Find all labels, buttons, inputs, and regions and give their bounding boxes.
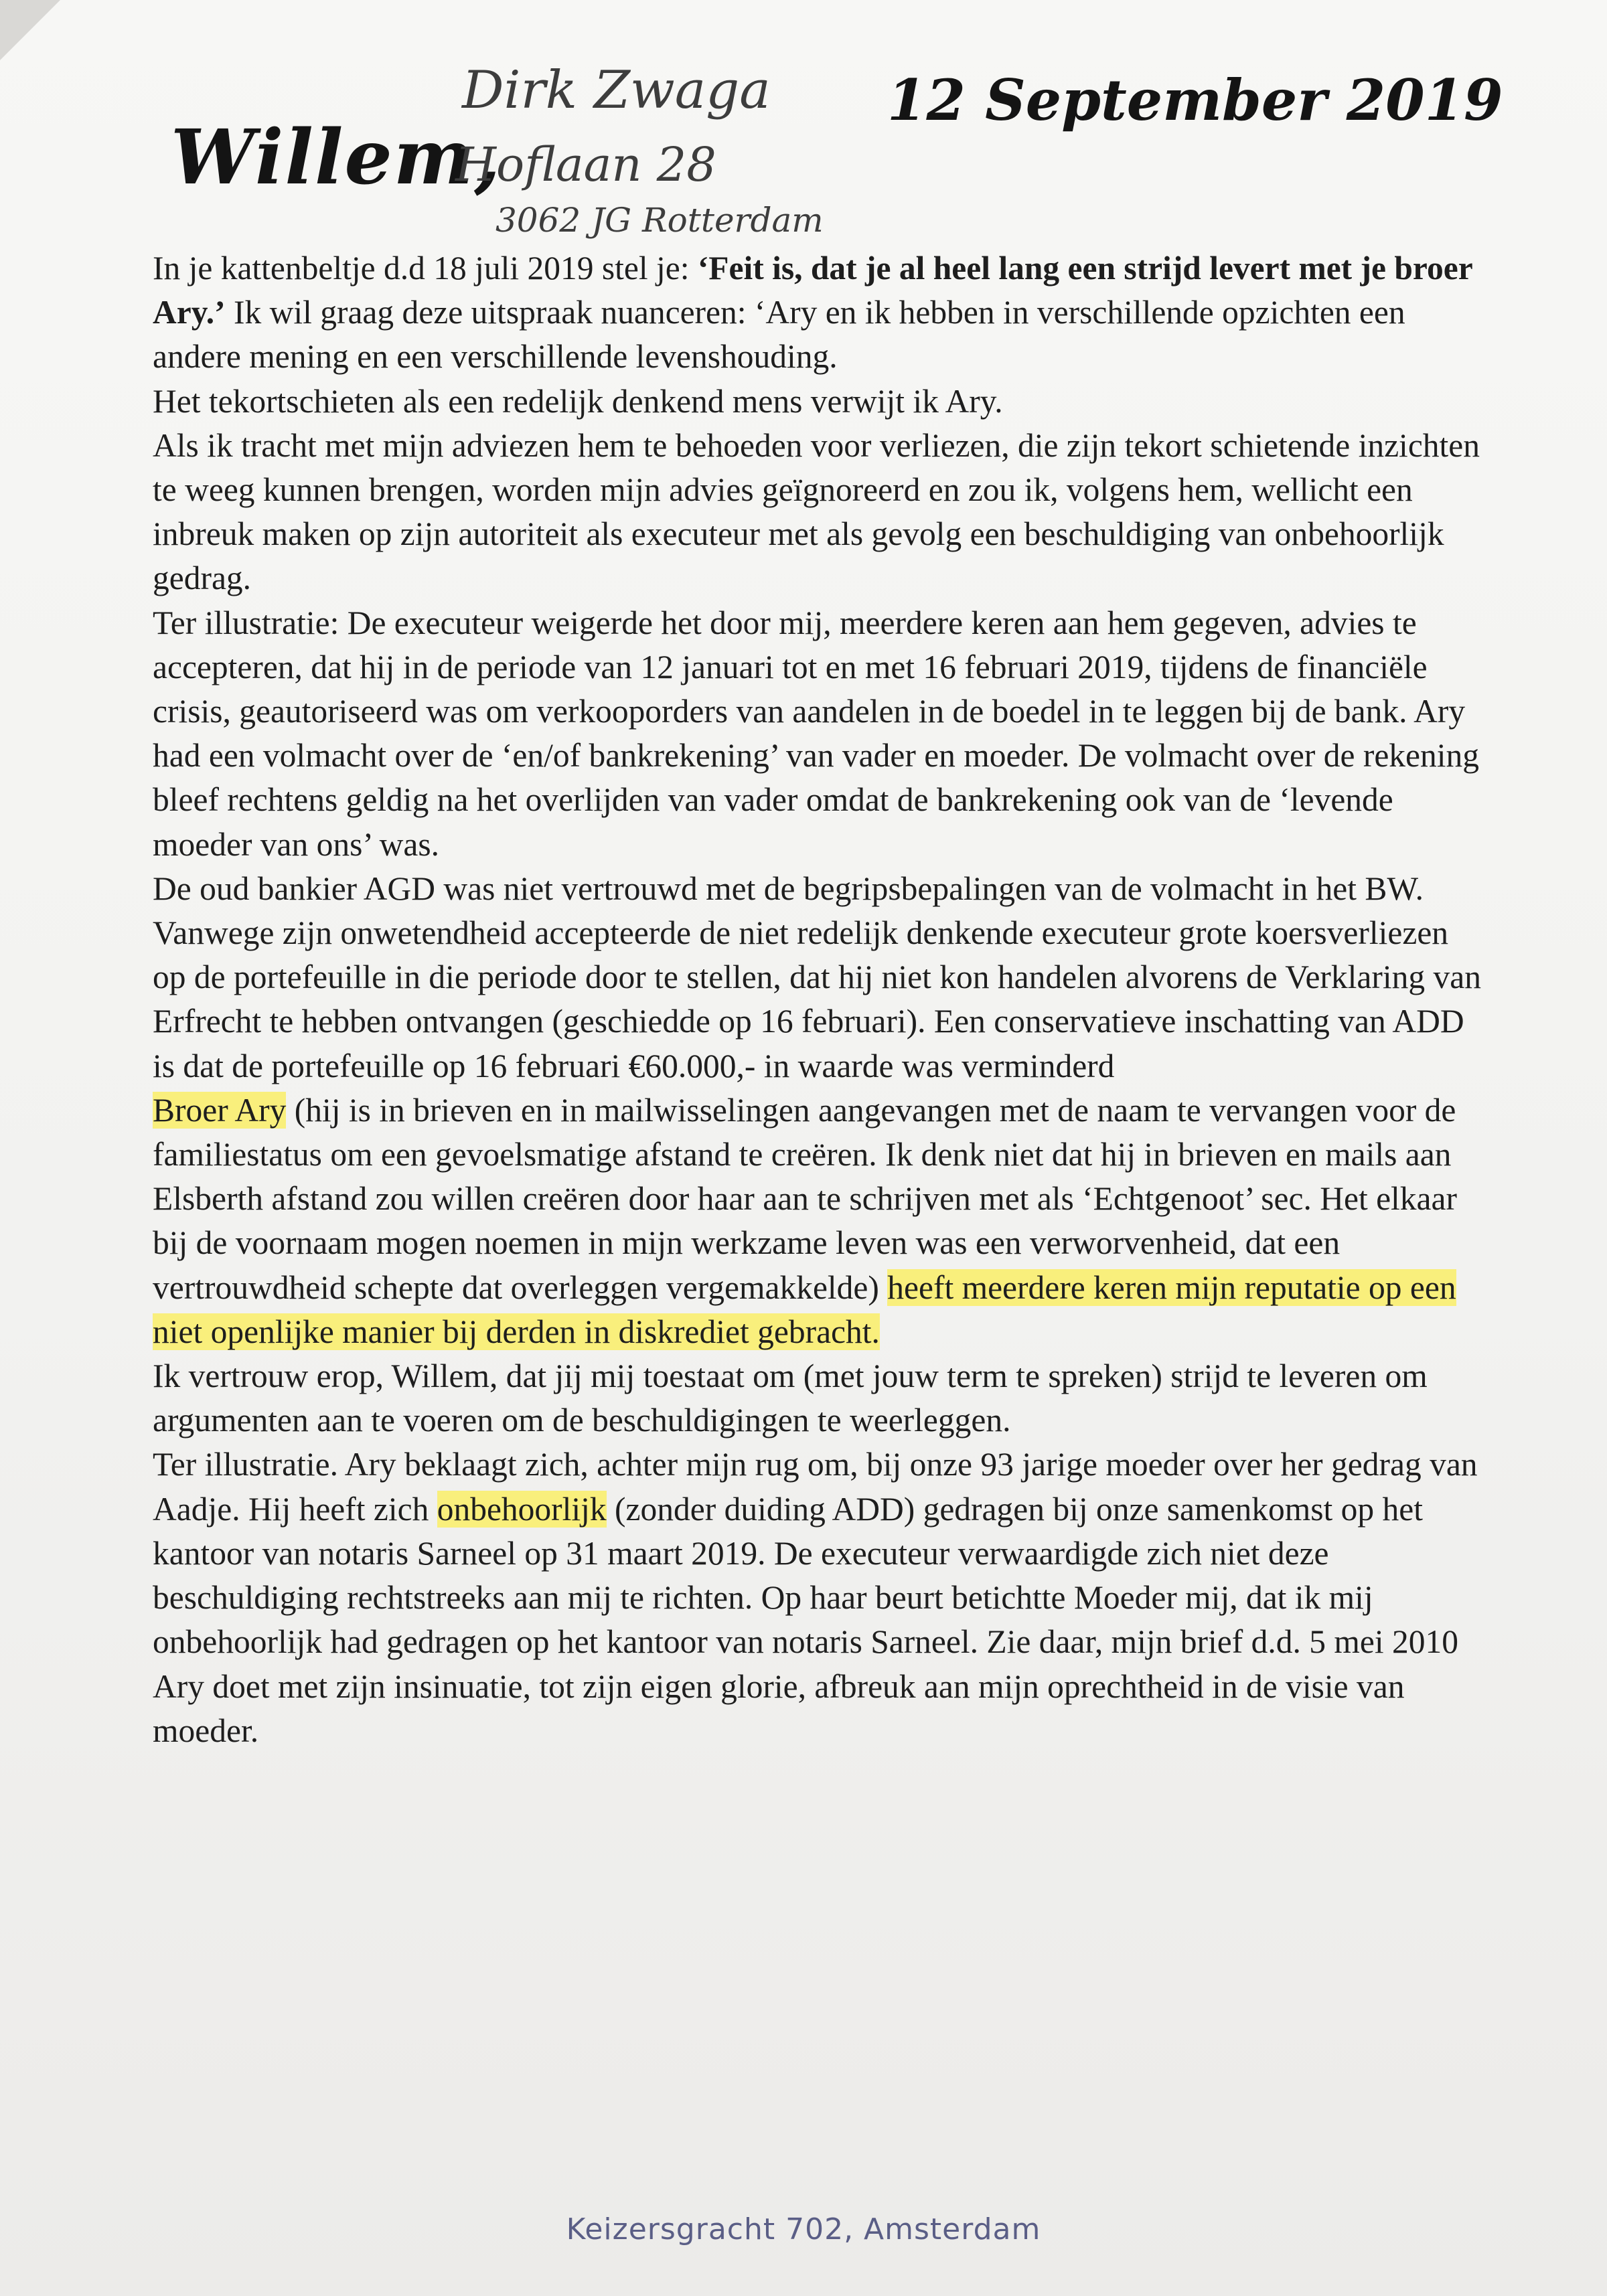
text-run: De oud bankier AGD was niet vertrouwd met de begripsbepalingen van de volmacht in het BW. Vanwege zijn onwetendheid accepteerde de niet redelijk denkende executeur grote koersverliezen op de portefeuille in die periode door te stellen, dat hij niet kon handelen alvorens de Verklaring van Erfrecht te hebben ontvangen (geschiedde op 16 februari). Een conservatieve inschatting van ADD is dat de portefeuille op 16 februari €60.000,- in waarde was verminderd (153, 870, 1481, 1084)
text-run: Ik vertrouw erop, Willem, dat jij mij toestaat om (met jouw term te spreken) strijd te leveren om argumenten aan te voeren om de beschuldigingen te weerleggen. (153, 1358, 1428, 1439)
paragraph (153, 601, 1485, 867)
text-run: Het tekortschieten als een redelijk denkend mens verwijt ik Ary. (153, 382, 1003, 420)
paragraph (153, 246, 1485, 380)
letter-body (153, 246, 1485, 1753)
text-run: Ik wil graag deze uitspraak nuanceren: ‘Ary en ik hebben in verschillende opzichten een andere mening en een verschillende levenshouding. (153, 294, 1405, 376)
paragraph (153, 1088, 1485, 1354)
paragraph (153, 380, 1485, 424)
highlighted-text: onbehoorlijk (437, 1490, 607, 1528)
text-run: (hij is in brieven en in mailwisselingen aangevangen met de naam te vervangen voor de familiestatus om een gevoelsmatige afstand te creëren. Ik denk niet dat hij in brieven en mails aan Elsberth afstand zou willen creëren door haar aan te schrijven met als ‘Echtgenoot’ sec. Het elkaar bij de voornaam mogen noemen in mijn werkzame leven was een verworvenheid, dat een vertrouwdheid schepte dat overleggen vergemakkelde) (153, 1091, 1457, 1306)
handwritten-address-name: Dirk Zwaga (462, 60, 771, 120)
handwritten-address-city: 3062 JG Rotterdam (495, 201, 824, 240)
paragraph (153, 1665, 1485, 1753)
text-run: Ary doet met zijn insinuatie, tot zijn eigen glorie, afbreuk aan mijn oprechtheid in de visie van moeder. (153, 1667, 1405, 1749)
salutation: Willem, (171, 114, 502, 201)
paragraph (153, 1443, 1485, 1664)
paragraph (153, 424, 1485, 601)
highlighted-text: Broer Ary (153, 1091, 287, 1129)
folded-corner (0, 0, 60, 60)
text-run: Ter illustratie. Ary beklaagt zich, achter mijn rug om, bij onze 93 jarige moeder over her gedrag van Aadje. Hij heeft zich (153, 1446, 1478, 1528)
paragraph (153, 867, 1485, 1088)
text-run: (zonder duiding ADD) gedragen bij onze samenkomst op het kantoor van notaris Sarneel op 31 maart 2019. De executeur verwaardigde zich niet deze beschuldiging rechtstreeks aan mij te richten. Op haar beurt betichtte Moeder mij, dat ik mij onbehoorlijk had gedragen op het kantoor van notaris Sarneel. Zie daar, mijn brief d.d. 5 mei 2010 (153, 1490, 1458, 1661)
paragraph (153, 1354, 1485, 1443)
footer-address: Keizersgracht 702, Amsterdam (566, 2212, 1041, 2246)
letter-date: 12 September 2019 (887, 67, 1503, 133)
handwritten-address-street: Hoflaan 28 (455, 137, 716, 192)
bold-quote: ‘Feit is, dat je al heel lang een strijd levert met je broer Ary.’ (153, 250, 1472, 331)
text-run: Ter illustratie: De executeur weigerde het door mij, meerdere keren aan hem gegeven, advies te accepteren, dat hij in de periode van 12 januari tot en met 16 februari 2019, tijdens de financiële crisis, geautoriseerd was om verkooporders van aandelen in de boedel in te leggen bij de bank. Ary had een volmacht over de ‘en/of bankrekening’ van vader en moeder. De volmacht over de rekening bleef rechtens geldig na het overlijden van vader omdat de bankrekening ook van de ‘levende moeder van ons’ was. (153, 604, 1480, 863)
highlighted-text: heeft meerdere keren mijn reputatie op een niet openlijke manier bij derden in diskrediet gebracht. (153, 1268, 1456, 1350)
text-run: Als ik tracht met mijn adviezen hem te behoeden voor verliezen, die zijn tekort schietende inzichten te weeg kunnen brengen, worden mijn advies geïgnoreerd en zou ik, volgens hem, wellicht een inbreuk maken op zijn autoriteit als executeur met als gevolg een beschuldiging van onbehoorlijk gedrag. (153, 426, 1480, 597)
text-run: In je kattenbeltje d.d 18 juli 2019 stel je: (153, 250, 698, 286)
